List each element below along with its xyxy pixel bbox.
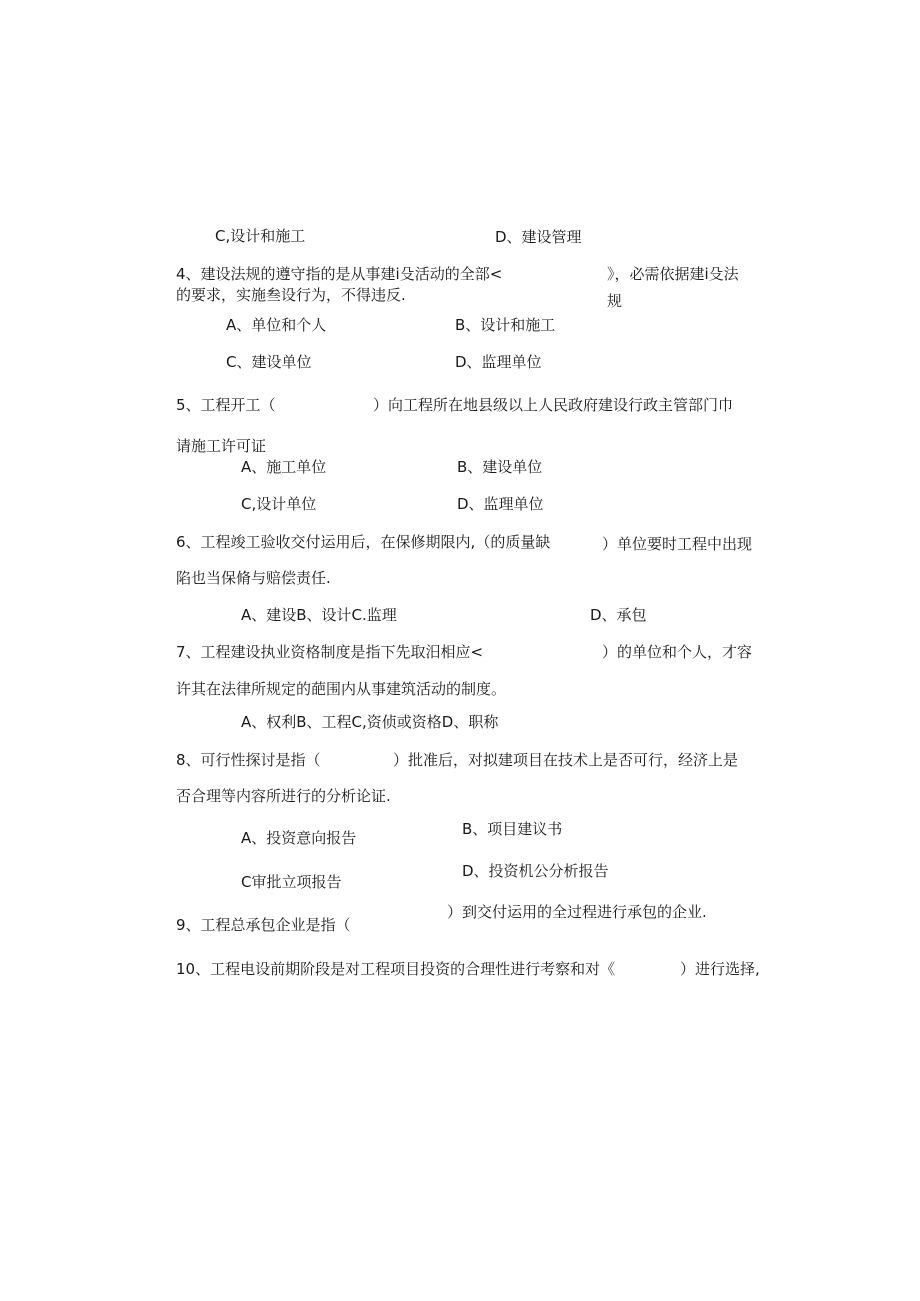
q9-stem-left: 9、工程总承包企业是指（	[176, 916, 351, 934]
q5-option-d: D、监理单位	[457, 495, 544, 513]
q4-option-c: C、建设单位	[226, 353, 312, 371]
q6-stem-line1: 6、工程竣工验收交付运用后，在保修期限内,（的质量缺	[176, 533, 551, 551]
q8-option-a: A、投资意向报告	[241, 829, 357, 847]
q4-option-d: D、监理单位	[455, 353, 542, 371]
q8-stem-line1: 8、可行性探讨是指（	[176, 751, 321, 769]
q7-stem-line2: 许其在法律所规定的葩围内从事建筑活动的制度。	[176, 680, 507, 698]
q3-option-c: C,设计和施工	[215, 227, 306, 245]
q5-stem-line1-right: ）向工程所在地县级以上人民政府建设行政主管部门巾	[373, 396, 734, 414]
q6-option-d: D、承包	[590, 606, 647, 624]
q10-stem-left: 10、工程电设前期阶段是对工程项目投资的合理性进行考察和对《	[176, 960, 616, 978]
q8-option-c: C审批立项报告	[241, 873, 342, 891]
q5-stem-line1: 5、工程开工（	[176, 396, 276, 414]
q10-stem-right: ）进行选择,	[680, 960, 760, 978]
q4-option-a: A、单位和个人	[226, 316, 327, 334]
q5-option-c: C,设计单位	[241, 495, 317, 513]
q6-options-abc: A、建设B、设计C.监理	[241, 606, 397, 624]
q7-stem-line1-right: ）的单位和个人，才容	[602, 643, 753, 661]
q5-option-b: B、建设单位	[457, 458, 543, 476]
q4-stem-line2: 的要求，实施叁设行为，不得违反.	[176, 286, 406, 304]
q5-stem-line2-text: 请施工许可证	[176, 437, 267, 455]
q8-option-d: D、投资机公分析报告	[462, 862, 609, 880]
q3-option-d: D、建设管理	[495, 228, 582, 246]
q5-option-a: A、施工单位	[241, 458, 327, 476]
q8-stem-line1-right: ）批准后，对拟建项目在技术上是否可行，经济上是	[393, 751, 739, 769]
q4-stem-line1: 4、建设法规的遵守指的是从事建i殳活动的全部<	[176, 265, 503, 283]
q9-stem-right: ）到交付运用的全过程进行承包的企业.	[447, 903, 707, 921]
q8-option-b: B、项目建议书	[462, 820, 563, 838]
q4-stem-line1-right: 》，必需依据建i殳法	[607, 265, 739, 283]
q4-option-b: B、设计和施工	[455, 316, 556, 334]
q7-options: A、权利B、工程C,资侦或资格D、职称	[241, 713, 499, 731]
q8-stem-line2: 否合理等内容所进行的分析论证.	[176, 787, 391, 805]
q6-stem-line2: 陷也当保脩与赔偿责任.	[176, 569, 331, 587]
q5-stem-line2-clipped	[176, 436, 267, 455]
q4-stem-line2-right: 规	[607, 292, 623, 310]
q7-stem-line1: 7、工程建设执业资格制度是指下先取汨相应<	[176, 643, 484, 661]
q6-stem-line1-right: ）单位要时工程中出现	[602, 535, 753, 553]
